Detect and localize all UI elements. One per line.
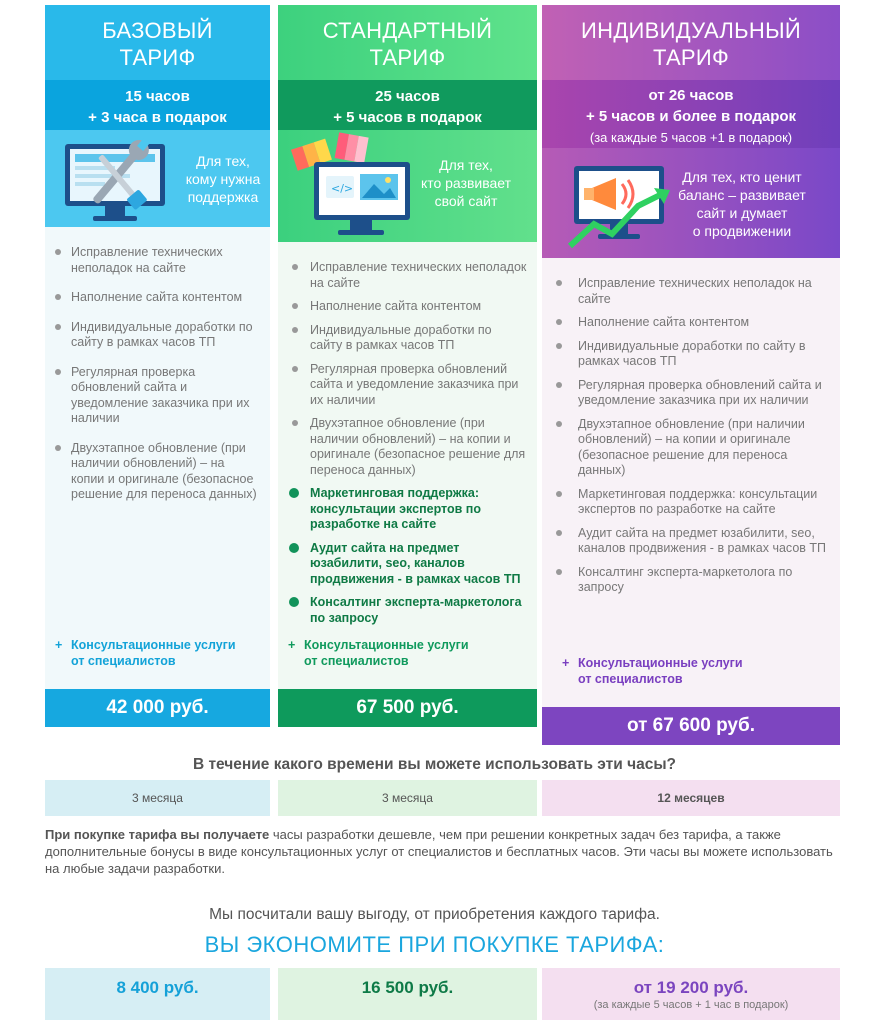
plan-basic (45, 5, 270, 727)
bullet-icon (292, 366, 298, 372)
feature-item (552, 276, 830, 307)
bullet-icon (55, 249, 61, 255)
feature-text: Аудит сайта на предмет юзабилити, seo, каналов продвижения - в рамках часов ТП (578, 525, 827, 555)
feature-item (288, 299, 527, 315)
feature-text: Индивидуальные доработки по сайту в рамках часов ТП (71, 319, 253, 349)
plan-audience-line: кто развивает (420, 175, 512, 191)
plan-hours-line1: 25 часов (375, 88, 440, 105)
consult-line2: от специалистов (304, 654, 409, 668)
info-bold: При покупке тарифа вы получаете (45, 827, 270, 842)
bullet-icon (55, 324, 61, 330)
feature-text: Маркетинговая поддержка: консультации экспертов по разработке на сайте (578, 486, 818, 516)
feature-text: Регулярная проверка обновлений сайта и уведомление заказчика при их наличии (310, 361, 519, 407)
plan-hours-line2: + 3 часа в подарок (88, 109, 227, 126)
feature-text: Маркетинговая поддержка: консультации экспертов по разработке на сайте (310, 486, 481, 531)
plan-hours-line2: + 5 часов в подарок (333, 109, 482, 126)
plan-price[interactable]: 67 500 руб. (278, 689, 537, 727)
feature-text: Двухэтапное обновление (при наличии обновлений) – на копии и оригинале (безопасное решение для переноса данных) (71, 440, 257, 501)
consult-line1: Консультационные услуги (304, 638, 469, 652)
bullet-icon (556, 569, 562, 575)
usage-question: В течение какого времени вы можете использовать эти часы? (192, 756, 677, 773)
savings-individual-value: от 19 200 руб. (633, 978, 749, 997)
plan-price[interactable]: 42 000 руб. (45, 689, 270, 727)
plan-title (278, 5, 537, 80)
feature-item-highlight (288, 595, 527, 626)
feature-text: Индивидуальные доработки по сайту в рамках часов ТП (578, 338, 806, 368)
feature-item (552, 526, 830, 557)
feature-item (55, 245, 260, 276)
bullet-icon (556, 491, 562, 497)
savings-standard: 16 500 руб. (278, 968, 537, 1020)
feature-text: Консалтинг эксперта-маркетолога по запросу (578, 564, 793, 594)
consult-bonus (288, 637, 469, 669)
plus-icon: + (562, 656, 570, 670)
bullet-icon (556, 319, 562, 325)
bullet-icon (55, 445, 61, 451)
plan-audience-line: Для тех, (196, 153, 250, 169)
plan-audience-line: свой сайт (434, 193, 498, 209)
plan-price[interactable]: от 67 600 руб. (542, 707, 840, 745)
feature-text: Наполнение сайта контентом (310, 299, 482, 313)
consult-bonus (55, 637, 236, 669)
feature-item (552, 339, 830, 370)
consult-line2: от специалистов (71, 654, 176, 668)
plan-title-line1: СТАНДАРТНЫЙ (322, 18, 493, 43)
feature-item (288, 323, 527, 354)
plan-audience-line: сайт и думает (696, 205, 788, 221)
plan-title (45, 5, 270, 80)
plan-hours (45, 80, 270, 130)
savings-individual-note: (за каждые 5 часов + 1 час в подарок) (593, 999, 789, 1011)
feature-item (552, 378, 830, 409)
consult-bonus (562, 655, 743, 687)
info-paragraph (45, 826, 845, 877)
plan-audience-line: баланс – развивает (678, 187, 806, 203)
bullet-icon (289, 543, 299, 553)
term-individual: 12 месяцев (542, 780, 840, 816)
bullet-icon (556, 343, 562, 349)
feature-text: Индивидуальные доработки по сайту в рамках часов ТП (310, 322, 492, 352)
savings-basic: 8 400 руб. (45, 968, 270, 1020)
plus-icon: + (288, 638, 296, 652)
plan-illustration (542, 148, 840, 258)
bullet-icon (556, 530, 562, 536)
feature-item-highlight (288, 486, 527, 533)
feature-text: Регулярная проверка обновлений сайта и уведомление заказчика при их наличии (578, 377, 822, 407)
plan-audience-line: Для тех, кто ценит (682, 169, 802, 185)
plan-audience-line: кому нужна (185, 171, 261, 187)
feature-item (55, 290, 260, 306)
bullet-icon (556, 421, 562, 427)
bullet-icon (289, 488, 299, 498)
plan-audience-line: Для тех, (439, 157, 493, 173)
feature-item (55, 365, 260, 427)
calc-subtitle: Мы посчитали вашу выгоду, от приобретения каждого тарифа. (209, 906, 660, 923)
term-basic: 3 месяца (45, 780, 270, 816)
feature-item (552, 417, 830, 479)
plan-title-line1: ИНДИВИДУАЛЬНЫЙ (581, 18, 801, 43)
feature-text: Исправление технических неполадок на сайте (578, 276, 812, 306)
consult-line2: от специалистов (578, 672, 683, 686)
feature-item (288, 260, 527, 291)
bullet-icon (55, 369, 61, 375)
bullet-icon (289, 597, 299, 607)
plan-illustration (45, 130, 270, 227)
feature-text: Исправление технических неполадок на сайте (310, 260, 527, 290)
plan-hours-line1: от 26 часов (648, 87, 734, 104)
plan-title-line1: БАЗОВЫЙ (102, 18, 213, 43)
savings-title: ВЫ ЭКОНОМИТЕ ПРИ ПОКУПКЕ ТАРИФА: (204, 932, 665, 957)
feature-text: Исправление технических неполадок на сайте (71, 245, 223, 275)
feature-text: Наполнение сайта контентом (578, 315, 750, 329)
feature-text: Аудит сайта на предмет юзабилити, seo, каналов продвижения - в рамках часов ТП (310, 540, 521, 586)
bullet-icon (292, 420, 298, 426)
plan-hours (278, 80, 537, 130)
plan-features (278, 242, 537, 689)
bullet-icon (292, 303, 298, 309)
plan-title-line2: ТАРИФ (119, 45, 196, 70)
savings-individual (542, 968, 840, 1020)
feature-text: Двухэтапное обновление (при наличии обновлений) – на копии и оригинале (безопасное решение для переноса данных) (578, 416, 805, 477)
plan-features (45, 227, 270, 689)
consult-line1: Консультационные услуги (578, 656, 743, 670)
feature-item (55, 441, 260, 503)
feature-item (55, 320, 260, 351)
monitor-megaphone-icon (566, 154, 676, 254)
feature-text: Консалтинг эксперта-маркетолога по запросу (310, 595, 522, 625)
feature-text: Двухэтапное обновление (при наличии обновлений) – на копии и оригинале (безопасное решение для переноса данных) (310, 416, 526, 477)
feature-text: Наполнение сайта контентом (71, 290, 243, 304)
plan-title (542, 5, 840, 80)
plan-audience-line: поддержка (187, 189, 259, 205)
info-text: часы разработки дешевле, чем при решении конкретных задач без тарифа, а также дополнительные бонусы в виде консультационных услуг от специалистов и бесплатных часов. Эти часы вы можете использовать на любые задачи разработки. (45, 827, 833, 876)
plan-hours-line1: 15 часов (125, 88, 190, 105)
monitor-wrench-icon (57, 136, 177, 226)
bullet-icon (55, 294, 61, 300)
feature-item (552, 315, 830, 331)
feature-item-highlight (288, 541, 527, 588)
plan-hours-note: (за каждые 5 часов +1 в подарок) (589, 130, 793, 145)
bullet-icon (292, 327, 298, 333)
feature-text: Регулярная проверка обновлений сайта и уведомление заказчика при их наличии (71, 364, 250, 425)
plan-title-line2: ТАРИФ (369, 45, 446, 70)
plan-audience-line: о продвижении (692, 223, 792, 239)
bullet-icon (556, 280, 562, 286)
plan-features (542, 258, 840, 707)
svg-text:</>: </> (331, 182, 354, 195)
feature-item (552, 487, 830, 518)
bullet-icon (556, 382, 562, 388)
monitor-code-icon (288, 132, 418, 238)
plan-title-line2: ТАРИФ (652, 45, 730, 70)
feature-item (288, 416, 527, 478)
feature-item (288, 362, 527, 409)
plan-illustration (278, 130, 537, 242)
plan-hours (542, 80, 840, 148)
plan-standard (278, 5, 537, 727)
plus-icon: + (55, 638, 63, 652)
plan-individual (542, 5, 840, 745)
bullet-icon (292, 264, 298, 270)
feature-item (552, 565, 830, 596)
plan-hours-line2: + 5 часов и более в подарок (585, 108, 797, 125)
term-standard: 3 месяца (278, 780, 537, 816)
consult-line1: Консультационные услуги (71, 638, 236, 652)
